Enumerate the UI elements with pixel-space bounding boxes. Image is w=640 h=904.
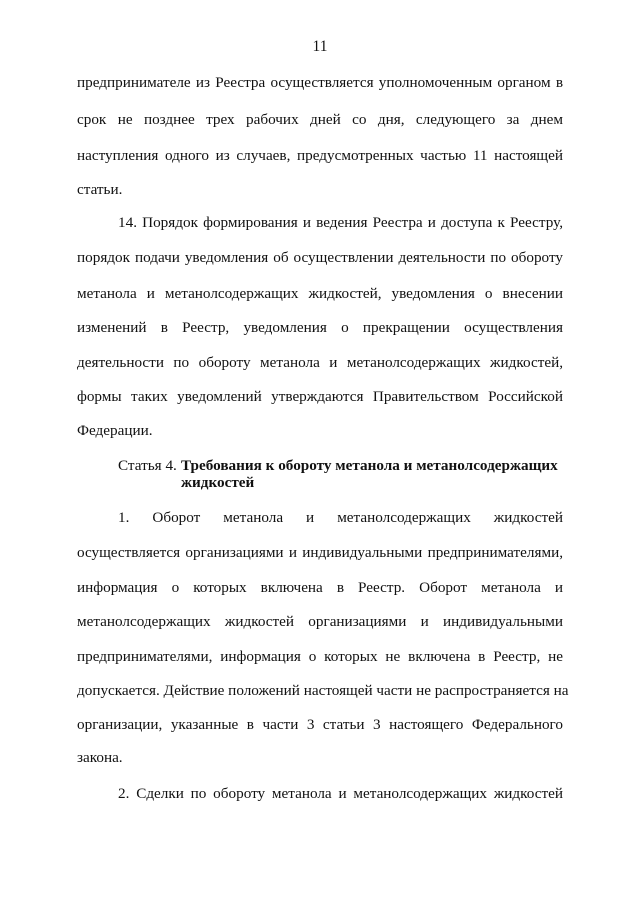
text-line: статьи. — [77, 181, 123, 198]
text-line: организации, указанные в части 3 статьи 3 настоящего Федерального — [77, 716, 563, 733]
text-line: метанола и метанолсодержащих жидкостей, уведомления о внесении — [77, 285, 563, 302]
text-line: метанолсодержащих жидкостей организациями и индивидуальными — [77, 613, 563, 630]
text-line: деятельности по обороту метанола и метанолсодержащих жидкостей, — [77, 354, 563, 371]
page-number: 11 — [312, 38, 328, 55]
text-line: допускается. Действие положений настоящей части не распространяется на — [77, 682, 569, 699]
article-title: Требования к обороту метанола и метанолсодержащих — [181, 457, 558, 474]
article-number: Статья 4. — [118, 457, 177, 474]
paragraph-1-line: 1. Оборот метанола и метанолсодержащих жидкостей — [118, 509, 563, 526]
text-line: информация о которых включена в Реестр. Оборот метанола и — [77, 579, 563, 596]
text-line: предпринимателе из Реестра осуществляется уполномоченным органом в — [77, 74, 563, 91]
text-line: осуществляется организациями и индивидуальными предпринимателями, — [77, 544, 563, 561]
text-line: закона. — [77, 749, 123, 766]
text-line: порядок подачи уведомления об осуществлении деятельности по обороту — [77, 249, 563, 266]
text-line: срок не позднее трех рабочих дней со дня, следующего за днем — [77, 111, 563, 128]
article-title-continued: жидкостей — [181, 474, 255, 491]
text-line: формы таких уведомлений утверждаются Правительством Российской — [77, 388, 563, 405]
text-line: предпринимателями, информация о которых не включена в Реестр, не — [77, 648, 563, 665]
text-line: Федерации. — [77, 422, 153, 439]
text-line: изменений в Реестр, уведомления о прекращении осуществления — [77, 319, 563, 336]
paragraph-14-line: 14. Порядок формирования и ведения Реестра и доступа к Реестру, — [118, 214, 563, 231]
text-line: наступления одного из случаев, предусмотренных частью 11 настоящей — [77, 147, 563, 164]
paragraph-2-line: 2. Сделки по обороту метанола и метанолсодержащих жидкостей — [118, 785, 563, 802]
